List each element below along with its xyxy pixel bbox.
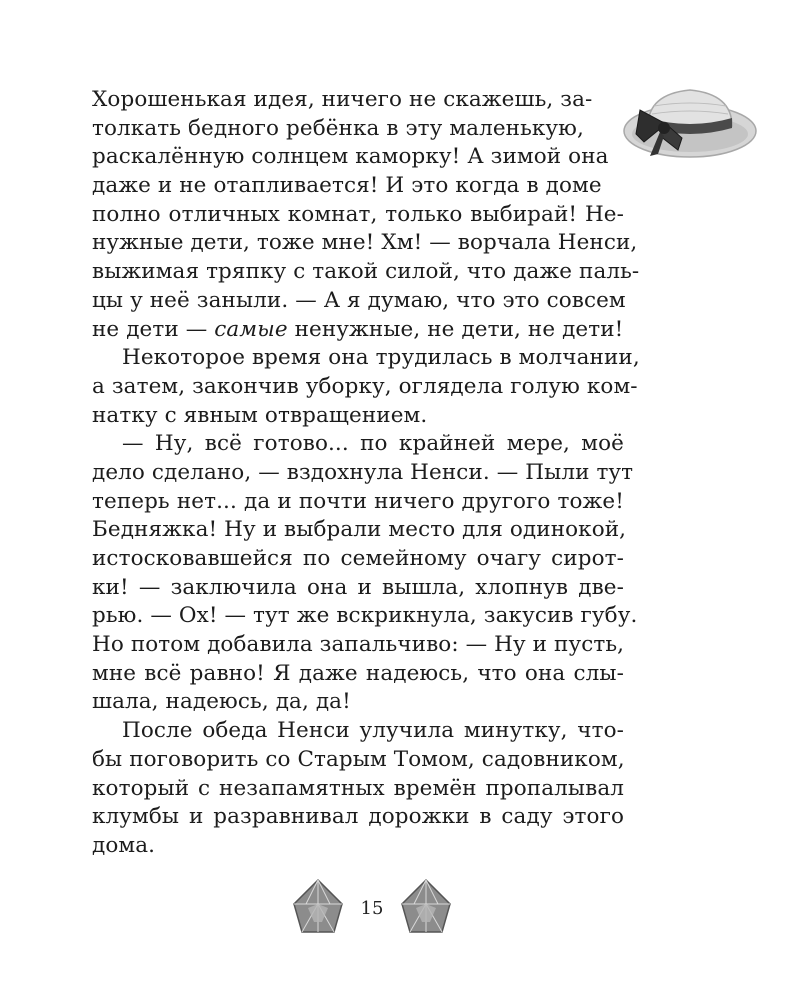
page-footer xyxy=(0,876,800,946)
text-line: рью. — Ох! — тут же вскрикнула, закусив губу. xyxy=(92,603,638,629)
text-line: Некоторое время она трудилась в молчании, xyxy=(122,345,640,371)
straw-hat-icon xyxy=(620,76,760,166)
text-line: мне всё равно! Я даже надеюсь, что она слы- xyxy=(92,660,624,686)
text-line: Хорошенькая идея, ничего не скажешь, за- xyxy=(92,87,593,112)
text-line: — Ну, всё готово... по крайней мере, моё xyxy=(122,431,624,457)
text-line: шала, надеюсь, да, да! xyxy=(92,689,351,715)
text-line: Бедняжка! Ну и выбрали место для одинокой, xyxy=(92,517,627,543)
text-line: толкать бедного ребёнка в эту маленькую, xyxy=(92,115,584,141)
text-line: ки! — заключила она и вышла, хлопнув две- xyxy=(92,574,624,600)
page-body-text xyxy=(92,86,640,861)
text-line xyxy=(92,316,624,345)
gem-icon xyxy=(396,878,456,940)
text-line: а затем, закончив уборку, оглядела голую ком- xyxy=(92,373,638,399)
text-fragment: ненужные, не дети, не дети! xyxy=(287,316,624,342)
text-line: клумбы и разравнивал дорожки в саду этого xyxy=(92,804,624,830)
text-line: теперь нет... да и почти ничего другого тоже! xyxy=(92,488,624,514)
text-line: бы поговорить со Старым Томом, садовником, xyxy=(92,746,625,772)
text-line: который с незапамятных времён пропалывал xyxy=(92,775,624,801)
text-line: натку с явным отвращением. xyxy=(92,402,428,428)
text-line: полно отличных комнат, только выбирай! Не- xyxy=(92,201,624,227)
paragraph-1 xyxy=(92,86,640,344)
text-line: истосковавшейся по семейному очагу сирот- xyxy=(92,546,624,571)
page-number: 15 xyxy=(360,898,384,919)
emphasized-word: самые xyxy=(214,316,288,342)
text-line: выжимая тряпку с такой силой, что даже паль- xyxy=(92,259,640,285)
bow-knot xyxy=(658,122,670,134)
text-line: Но потом добавила запальчиво: — Ну и пусть, xyxy=(92,632,625,658)
paragraph-4 xyxy=(92,717,624,860)
text-line: дома. xyxy=(92,832,156,858)
text-fragment: не дети — xyxy=(92,316,215,342)
text-line: После обеда Ненси улучила минутку, что- xyxy=(122,718,624,744)
text-line: даже и не отапливается! И это когда в доме xyxy=(92,173,602,199)
text-line: дело сделано, — вздохнула Ненси. — Пыли тут xyxy=(92,459,634,485)
paragraph-3 xyxy=(92,430,638,717)
text-line: нужные дети, тоже мне! Хм! — ворчала Ненси, xyxy=(92,230,638,256)
text-line: раскалённую солнцем каморку! А зимой она xyxy=(92,144,609,170)
paragraph-2 xyxy=(92,344,640,430)
gem-icon xyxy=(288,878,348,940)
text-line: цы у неё заныли. — А я думаю, что это совсем xyxy=(92,287,626,313)
